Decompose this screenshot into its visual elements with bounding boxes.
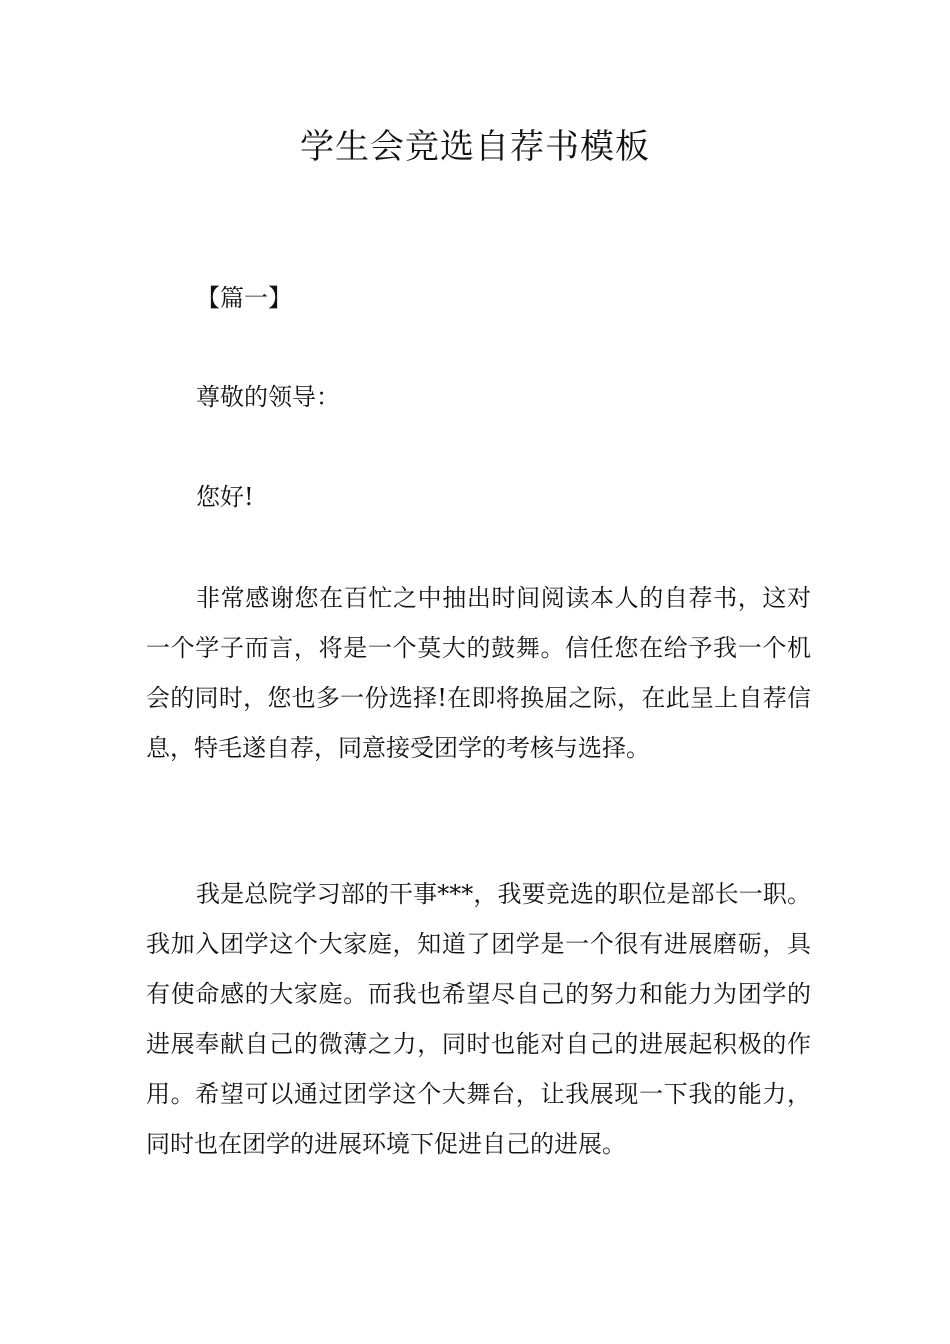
greeting: 您好! <box>196 483 254 511</box>
body-paragraph-1: 非常感谢您在百忙之中抽出时间阅读本人的自荐书，这对一个学子而言，将是一个莫大的鼓舞。信任您在给予我一个机会的同时，您也多一份选择!在即将换届之际，在此呈上自荐信息，特毛遂自荐，同意接受团学的考核与选择。 <box>146 584 811 762</box>
document-title: 学生会竞选自荐书模板 <box>300 127 650 167</box>
section-heading: 【篇一】 <box>196 284 292 312</box>
body-paragraph-2: 我是总院学习部的干事***，我要竞选的职位是部长一职。我加入团学这个大家庭，知道了团学是一个很有进展磨砺，具有使命感的大家庭。而我也希望尽自己的努力和能力为团学的进展奉献自己的微薄之力，同时也能对自己的进展起积极的作用。希望可以通过团学这个大舞台，让我展现一下我的能力，同时也在团学的进展环境下促进自己的进展。 <box>146 880 811 1158</box>
salutation: 尊敬的领导： <box>196 383 340 411</box>
